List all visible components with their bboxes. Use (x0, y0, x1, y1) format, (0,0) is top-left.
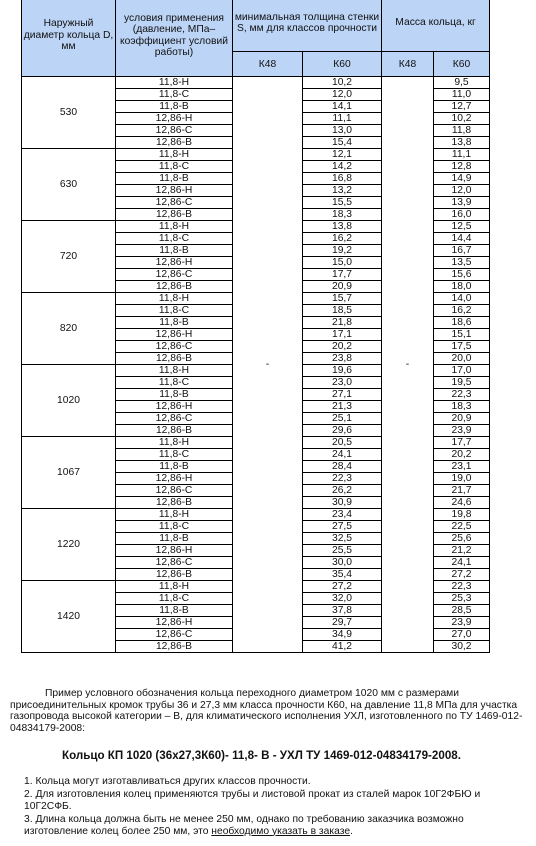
k60-mass-cell: 18,6 (434, 317, 490, 329)
k60-mass-cell: 21,7 (434, 485, 490, 497)
condition-cell: 11,8-В (116, 173, 233, 185)
note-1-text: 1. Кольца могут изготавливаться других классов прочности. (24, 776, 311, 787)
k60-wall-cell: 17,7 (303, 269, 382, 281)
k60-wall-cell: 14,1 (303, 101, 382, 113)
header-k48-mass: К48 (382, 52, 434, 77)
k60-wall-cell: 23,4 (303, 509, 382, 521)
k60-mass-cell: 9,5 (434, 77, 490, 89)
diameter-cell: 720 (22, 221, 116, 293)
k60-wall-cell: 20,2 (303, 341, 382, 353)
header-k60-mass: К60 (434, 52, 490, 77)
condition-cell: 12,86-В (116, 353, 233, 365)
k60-wall-cell: 14,2 (303, 161, 382, 173)
condition-cell: 11,8-С (116, 377, 233, 389)
condition-cell: 12,86-В (116, 497, 233, 509)
note-3-main: 3. Длина кольца должна быть не менее 250 мм, однако по требованию заказчика возможно изготовление колец более 250 мм, это (24, 814, 464, 837)
condition-cell: 11,8-Н (116, 293, 233, 305)
k60-mass-cell: 20,2 (434, 449, 490, 461)
k60-mass-cell: 23,9 (434, 425, 490, 437)
k48-wall-cell: - (233, 77, 303, 653)
condition-cell: 11,8-С (116, 593, 233, 605)
k60-wall-cell: 23,8 (303, 353, 382, 365)
condition-cell: 11,8-Н (116, 581, 233, 593)
k60-mass-cell: 22,3 (434, 389, 490, 401)
k60-mass-cell: 28,5 (434, 605, 490, 617)
k60-mass-cell: 21,2 (434, 545, 490, 557)
condition-cell: 11,8-С (116, 449, 233, 461)
k60-wall-cell: 20,5 (303, 437, 382, 449)
note-3-end: . (350, 825, 353, 837)
k60-wall-cell: 32,0 (303, 593, 382, 605)
k60-mass-cell: 18,3 (434, 401, 490, 413)
header-k60-wall: К60 (303, 52, 382, 77)
k60-wall-cell: 18,3 (303, 209, 382, 221)
condition-cell: 12,86-С (116, 269, 233, 281)
k60-mass-cell: 20,0 (434, 353, 490, 365)
k60-wall-cell: 21,8 (303, 317, 382, 329)
k60-wall-cell: 19,2 (303, 245, 382, 257)
condition-cell: 12,86-В (116, 137, 233, 149)
k60-mass-cell: 13,8 (434, 137, 490, 149)
k60-wall-cell: 21,3 (303, 401, 382, 413)
header-min-wall: минимальная толщина стенки S, мм для классов прочности (233, 0, 382, 52)
diameter-cell: 530 (22, 77, 116, 149)
k60-wall-cell: 19,6 (303, 365, 382, 377)
condition-cell: 11,8-Н (116, 509, 233, 521)
header-conditions: условия применения (давление, МПа– коэффициент условий работы) (116, 0, 233, 77)
k60-wall-cell: 11,1 (303, 113, 382, 125)
condition-cell: 11,8-Н (116, 77, 233, 89)
k60-wall-cell: 30,9 (303, 497, 382, 509)
k60-mass-cell: 14,9 (434, 173, 490, 185)
condition-cell: 12,86-С (116, 485, 233, 497)
condition-cell: 12,86-Н (116, 473, 233, 485)
note-3-underlined: необходимо указать в заказе (211, 825, 351, 837)
k60-mass-cell: 27,2 (434, 569, 490, 581)
k60-wall-cell: 29,6 (303, 425, 382, 437)
k60-mass-cell: 11,0 (434, 89, 490, 101)
diameter-cell: 820 (22, 293, 116, 365)
rings-spec-table (21, 0, 490, 653)
note-3-text (12, 814, 527, 837)
k60-mass-cell: 22,3 (434, 581, 490, 593)
header-k48-wall: К48 (233, 52, 303, 77)
condition-cell: 11,8-В (116, 605, 233, 617)
condition-cell: 12,86-Н (116, 617, 233, 629)
k60-mass-cell: 19,5 (434, 377, 490, 389)
k60-wall-cell: 26,2 (303, 485, 382, 497)
k60-mass-cell: 19,8 (434, 509, 490, 521)
condition-cell: 12,86-Н (116, 113, 233, 125)
condition-cell: 12,86-Н (116, 257, 233, 269)
k60-mass-cell: 11,1 (434, 149, 490, 161)
k60-wall-cell: 25,5 (303, 545, 382, 557)
k60-mass-cell: 14,4 (434, 233, 490, 245)
k60-mass-cell: 27,0 (434, 629, 490, 641)
condition-cell: 11,8-Н (116, 221, 233, 233)
k60-mass-cell: 10,2 (434, 113, 490, 125)
condition-cell: 11,8-Н (116, 365, 233, 377)
marking-example: Кольцо КП 1020 (36х27,3К60)- 11,8- В - УХЛ ТУ 1469-012-04834179-2008. (62, 749, 461, 762)
k60-mass-cell: 11,8 (434, 125, 490, 137)
condition-cell: 11,8-В (116, 389, 233, 401)
k60-wall-cell: 13,0 (303, 125, 382, 137)
k60-mass-cell: 13,9 (434, 197, 490, 209)
condition-cell: 12,86-В (116, 425, 233, 437)
diameter-cell: 1020 (22, 365, 116, 437)
k60-wall-cell: 34,9 (303, 629, 382, 641)
condition-cell: 11,8-Н (116, 437, 233, 449)
k60-wall-cell: 20,9 (303, 281, 382, 293)
k60-wall-cell: 18,5 (303, 305, 382, 317)
condition-cell: 11,8-С (116, 233, 233, 245)
k60-mass-cell: 24,1 (434, 557, 490, 569)
k60-wall-cell: 22,3 (303, 473, 382, 485)
k60-wall-cell: 27,1 (303, 389, 382, 401)
condition-cell: 12,86-С (116, 413, 233, 425)
k60-wall-cell: 41,2 (303, 641, 382, 653)
k60-wall-cell: 15,4 (303, 137, 382, 149)
condition-cell: 12,86-С (116, 125, 233, 137)
k60-wall-cell: 12,1 (303, 149, 382, 161)
note-2-text: 2. Для изготовления колец применяются трубы и листовой прокат из сталей марок 10Г2ФБЮ и 10Г2СФБ. (24, 789, 481, 812)
diameter-cell: 1067 (22, 437, 116, 509)
condition-cell: 12,86-С (116, 629, 233, 641)
k60-mass-cell: 23,9 (434, 617, 490, 629)
k60-wall-cell: 30,0 (303, 557, 382, 569)
k60-mass-cell: 12,8 (434, 161, 490, 173)
k60-wall-cell: 16,2 (303, 233, 382, 245)
condition-cell: 11,8-В (116, 461, 233, 473)
diameter-cell: 630 (22, 149, 116, 221)
condition-cell: 12,86-Н (116, 185, 233, 197)
k60-wall-cell: 37,8 (303, 605, 382, 617)
k60-mass-cell: 16,7 (434, 245, 490, 257)
k60-wall-cell: 10,2 (303, 77, 382, 89)
k60-mass-cell: 13,5 (434, 257, 490, 269)
condition-cell: 12,86-В (116, 569, 233, 581)
k60-wall-cell: 15,5 (303, 197, 382, 209)
note-3 (12, 814, 527, 837)
k60-mass-cell: 22,5 (434, 521, 490, 533)
condition-cell: 12,86-Н (116, 401, 233, 413)
k60-wall-cell: 17,1 (303, 329, 382, 341)
k60-mass-cell: 12,7 (434, 101, 490, 113)
k60-mass-cell: 18,0 (434, 281, 490, 293)
condition-cell: 11,8-Н (116, 149, 233, 161)
condition-cell: 12,86-С (116, 557, 233, 569)
k60-wall-cell: 24,1 (303, 449, 382, 461)
condition-cell: 12,86-В (116, 209, 233, 221)
k60-mass-cell: 17,5 (434, 341, 490, 353)
diameter-cell: 1420 (22, 581, 116, 653)
header-outer-diameter: Наружный диаметр кольца D, мм (22, 0, 116, 77)
k60-wall-cell: 15,0 (303, 257, 382, 269)
k60-wall-cell: 13,8 (303, 221, 382, 233)
k60-wall-cell: 27,2 (303, 581, 382, 593)
k60-mass-cell: 30,2 (434, 641, 490, 653)
k60-mass-cell: 19,0 (434, 473, 490, 485)
table-header (22, 0, 490, 77)
condition-cell: 11,8-В (116, 101, 233, 113)
k60-mass-cell: 15,1 (434, 329, 490, 341)
k60-wall-cell: 27,5 (303, 521, 382, 533)
condition-cell: 12,86-В (116, 281, 233, 293)
example-paragraph: Пример условного обозначения кольца переходного диаметром 1020 мм с размерами присоединительных кромок трубы 36 и 27,3 мм класса прочности К60, на давление 11,8 МПа для участка газопровода высокой категории – В, для климатического исполнения УХЛ, изготовленного по ТУ 1469-012-04834179-2008: (10, 688, 523, 735)
k60-mass-cell: 15,6 (434, 269, 490, 281)
table-row (22, 77, 490, 89)
k60-mass-cell: 25,3 (434, 593, 490, 605)
condition-cell: 12,86-Н (116, 329, 233, 341)
condition-cell: 11,8-В (116, 245, 233, 257)
k60-wall-cell: 13,2 (303, 185, 382, 197)
k60-mass-cell: 23,1 (434, 461, 490, 473)
k60-wall-cell: 23,0 (303, 377, 382, 389)
k60-wall-cell: 35,4 (303, 569, 382, 581)
k48-mass-cell: - (382, 77, 434, 653)
k60-wall-cell: 29,7 (303, 617, 382, 629)
diameter-cell: 1220 (22, 509, 116, 581)
condition-cell: 11,8-В (116, 533, 233, 545)
header-mass: Масса кольца, кг (382, 0, 490, 52)
k60-mass-cell: 12,5 (434, 221, 490, 233)
k60-mass-cell: 14,0 (434, 293, 490, 305)
k60-mass-cell: 25,6 (434, 533, 490, 545)
k60-mass-cell: 16,2 (434, 305, 490, 317)
condition-cell: 12,86-В (116, 641, 233, 653)
condition-cell: 11,8-С (116, 305, 233, 317)
k60-wall-cell: 32,5 (303, 533, 382, 545)
k60-mass-cell: 17,0 (434, 365, 490, 377)
note-2 (12, 789, 527, 812)
condition-cell: 12,86-С (116, 341, 233, 353)
k60-mass-cell: 20,9 (434, 413, 490, 425)
k60-wall-cell: 12,0 (303, 89, 382, 101)
k60-wall-cell: 28,4 (303, 461, 382, 473)
k60-wall-cell: 15,7 (303, 293, 382, 305)
condition-cell: 12,86-Н (116, 545, 233, 557)
k60-mass-cell: 17,7 (434, 437, 490, 449)
k60-wall-cell: 16,8 (303, 173, 382, 185)
condition-cell: 11,8-С (116, 521, 233, 533)
k60-mass-cell: 24,6 (434, 497, 490, 509)
condition-cell: 11,8-С (116, 89, 233, 101)
condition-cell: 12,86-С (116, 197, 233, 209)
k60-mass-cell: 16,0 (434, 209, 490, 221)
condition-cell: 11,8-В (116, 317, 233, 329)
k60-wall-cell: 25,1 (303, 413, 382, 425)
condition-cell: 11,8-С (116, 161, 233, 173)
table-body (22, 77, 490, 653)
k60-mass-cell: 12,0 (434, 185, 490, 197)
note-1 (12, 776, 527, 788)
